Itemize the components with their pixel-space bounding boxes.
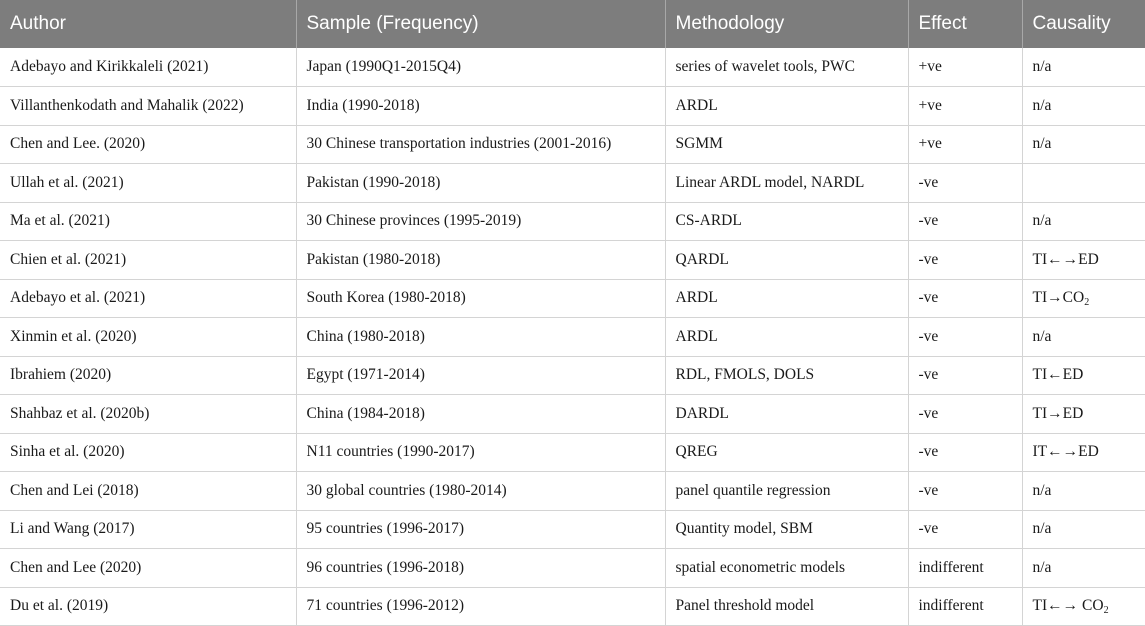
cell-effect: +ve bbox=[908, 87, 1022, 126]
cell-causality: n/a bbox=[1022, 48, 1145, 87]
cell-sample: 30 Chinese provinces (1995-2019) bbox=[296, 202, 665, 241]
table-row bbox=[0, 202, 1145, 241]
cell-sample: 30 Chinese transportation industries (2001-2016) bbox=[296, 125, 665, 164]
table-row bbox=[0, 87, 1145, 126]
cell-causality: IT←→ED bbox=[1022, 433, 1145, 472]
cell-causality: TI←→ED bbox=[1022, 241, 1145, 280]
cell-methodology: RDL, FMOLS, DOLS bbox=[665, 356, 908, 395]
cell-author: Ibrahiem (2020) bbox=[0, 356, 296, 395]
cell-methodology: QREG bbox=[665, 433, 908, 472]
cell-sample: Egypt (1971-2014) bbox=[296, 356, 665, 395]
cell-effect: indifferent bbox=[908, 549, 1022, 588]
table-row bbox=[0, 48, 1145, 87]
cell-author: Li and Wang (2017) bbox=[0, 510, 296, 549]
cell-author: Sinha et al. (2020) bbox=[0, 433, 296, 472]
cell-sample: South Korea (1980-2018) bbox=[296, 279, 665, 318]
cell-causality: $TI\to CO_2$ bbox=[1022, 279, 1145, 318]
header-row bbox=[0, 0, 1145, 48]
cell-effect: -ve bbox=[908, 395, 1022, 434]
cell-author: Xinmin et al. (2020) bbox=[0, 318, 296, 357]
table-row bbox=[0, 472, 1145, 511]
cell-causality: TI←ED bbox=[1022, 356, 1145, 395]
cell-causality: TI←→ $CO_2$ bbox=[1022, 587, 1145, 626]
cell-sample: 96 countries (1996-2018) bbox=[296, 549, 665, 588]
cell-sample: Japan (1990Q1-2015Q4) bbox=[296, 48, 665, 87]
cell-methodology: Linear ARDL model, NARDL bbox=[665, 164, 908, 203]
table-row bbox=[0, 587, 1145, 626]
table-row bbox=[0, 279, 1145, 318]
cell-sample: India (1990-2018) bbox=[296, 87, 665, 126]
cell-methodology: series of wavelet tools, PWC bbox=[665, 48, 908, 87]
cell-methodology: DARDL bbox=[665, 395, 908, 434]
table-row bbox=[0, 395, 1145, 434]
cell-effect: -ve bbox=[908, 356, 1022, 395]
header-causality: Causality bbox=[1032, 13, 1111, 34]
header-methodology: Methodology bbox=[665, 0, 908, 48]
cell-sample: Pakistan (1990-2018) bbox=[296, 164, 665, 203]
cell-effect: -ve bbox=[908, 433, 1022, 472]
cell-author: Adebayo et al. (2021) bbox=[0, 279, 296, 318]
header-effect: Effect bbox=[908, 0, 1022, 48]
cell-causality: n/a bbox=[1022, 125, 1145, 164]
cell-sample: 71 countries (1996-2012) bbox=[296, 587, 665, 626]
cell-effect: -ve bbox=[908, 279, 1022, 318]
table-row bbox=[0, 510, 1145, 549]
cell-methodology: ARDL bbox=[665, 87, 908, 126]
table-row bbox=[0, 164, 1145, 203]
cell-sample: China (1984-2018) bbox=[296, 395, 665, 434]
table-row bbox=[0, 356, 1145, 395]
cell-methodology: ARDL bbox=[665, 318, 908, 357]
cell-effect: -ve bbox=[908, 510, 1022, 549]
table-row bbox=[0, 241, 1145, 280]
table-row bbox=[0, 318, 1145, 357]
table-body bbox=[0, 48, 1145, 626]
cell-author: Adebayo and Kirikkaleli (2021) bbox=[0, 48, 296, 87]
cell-sample: China (1980-2018) bbox=[296, 318, 665, 357]
cell-methodology: CS-ARDL bbox=[665, 202, 908, 241]
cell-methodology: QARDL bbox=[665, 241, 908, 280]
cell-effect: +ve bbox=[908, 48, 1022, 87]
table-row bbox=[0, 433, 1145, 472]
cell-causality: n/a bbox=[1022, 549, 1145, 588]
cell-methodology: panel quantile regression bbox=[665, 472, 908, 511]
cell-author: Chien et al. (2021) bbox=[0, 241, 296, 280]
cell-effect: -ve bbox=[908, 472, 1022, 511]
cell-causality: n/a bbox=[1022, 202, 1145, 241]
cell-effect: +ve bbox=[908, 125, 1022, 164]
header-author: Author bbox=[0, 0, 296, 48]
cell-sample: Pakistan (1980-2018) bbox=[296, 241, 665, 280]
cell-author: Villanthenkodath and Mahalik (2022) bbox=[0, 87, 296, 126]
cell-author: Chen and Lei (2018) bbox=[0, 472, 296, 511]
cell-effect: indifferent bbox=[908, 587, 1022, 626]
cell-author: Shahbaz et al. (2020b) bbox=[0, 395, 296, 434]
cell-sample: 95 countries (1996-2017) bbox=[296, 510, 665, 549]
cell-author: Chen and Lee (2020) bbox=[0, 549, 296, 588]
cell-author: Ullah et al. (2021) bbox=[0, 164, 296, 203]
cell-effect: -ve bbox=[908, 241, 1022, 280]
cell-methodology: Panel threshold model bbox=[665, 587, 908, 626]
cell-effect: -ve bbox=[908, 318, 1022, 357]
cell-methodology: Quantity model, SBM bbox=[665, 510, 908, 549]
cell-causality bbox=[1022, 164, 1145, 203]
cell-author: Ma et al. (2021) bbox=[0, 202, 296, 241]
cell-author: Chen and Lee. (2020) bbox=[0, 125, 296, 164]
cell-methodology: SGMM bbox=[665, 125, 908, 164]
cell-sample: 30 global countries (1980-2014) bbox=[296, 472, 665, 511]
cell-causality: n/a bbox=[1022, 87, 1145, 126]
cell-causality: TI→ED bbox=[1022, 395, 1145, 434]
cell-sample: N11 countries (1990-2017) bbox=[296, 433, 665, 472]
cell-causality: n/a bbox=[1022, 510, 1145, 549]
cell-effect: -ve bbox=[908, 202, 1022, 241]
header-sample: Sample (Frequency) bbox=[296, 0, 665, 48]
cell-methodology: ARDL bbox=[665, 279, 908, 318]
cell-effect: -ve bbox=[908, 164, 1022, 203]
table-row bbox=[0, 549, 1145, 588]
table-row bbox=[0, 125, 1145, 164]
cell-author: Du et al. (2019) bbox=[0, 587, 296, 626]
cell-causality: n/a bbox=[1022, 472, 1145, 511]
cell-methodology: spatial econometric models bbox=[665, 549, 908, 588]
cell-causality: n/a bbox=[1022, 318, 1145, 357]
